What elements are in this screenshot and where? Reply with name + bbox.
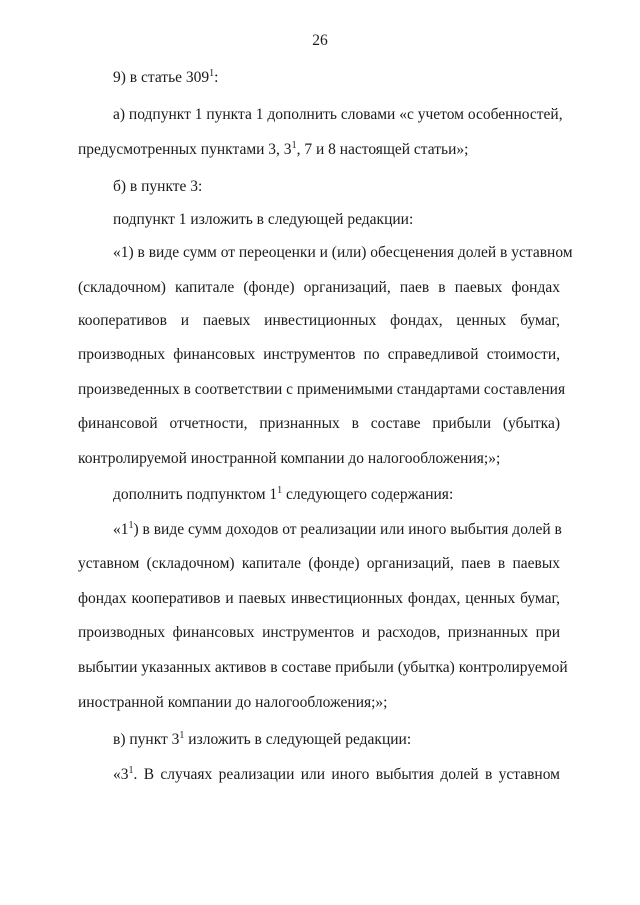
text-segment: «3: [113, 766, 129, 783]
superscript: 1: [291, 139, 297, 151]
text-segment: подпункт 1 изложить в следующей редакции:: [113, 211, 414, 228]
text-segment: (складочном) капитале (фонде) организаций, паев в паевых фондах: [78, 279, 560, 296]
text-line: [78, 278, 560, 298]
text-segment: б) в пункте 3:: [113, 178, 203, 195]
text-line: [78, 658, 568, 678]
text-segment: , 7 и 8 настоящей статьи»;: [296, 141, 469, 158]
text-line: [78, 449, 560, 469]
text-segment: «1) в виде сумм от переоценки и (или) обесценения долей в уставном: [113, 244, 573, 261]
text-segment: «1: [113, 521, 129, 538]
text-line: [113, 765, 560, 785]
text-segment: 9) в статье 309: [113, 69, 210, 86]
text-segment: ) в виде сумм доходов от реализации или иного выбытия долей в: [133, 521, 562, 538]
text-line: [113, 243, 573, 263]
text-segment: изложить в следующей редакции:: [184, 731, 412, 748]
text-segment: в) пункт 3: [113, 731, 180, 748]
text-segment: дополнить подпунктом 1: [113, 486, 278, 503]
text-segment: произведенных в соответствии с применимыми стандартами составления: [78, 381, 566, 398]
text-line: [113, 105, 563, 125]
text-segment: предусмотренных пунктами 3, 3: [78, 141, 292, 158]
page-number: 26: [312, 32, 328, 49]
text-segment: контролируемой иностранной компании до налогообложения;»;: [78, 450, 501, 467]
text-line: [113, 520, 560, 540]
text-segment: уставном (складочном) капитале (фонде) организаций, паев в паевых: [78, 555, 560, 572]
superscript: 1: [277, 484, 283, 496]
text-segment: следующего содержания:: [282, 486, 454, 503]
superscript: 1: [179, 729, 185, 741]
text-segment: финансовой отчетности, признанных в составе прибыли (убытка): [78, 415, 560, 432]
text-segment: кооперативов и паевых инвестиционных фондах, ценных бумаг,: [78, 312, 560, 329]
text-segment: фондах кооперативов и паевых инвестиционных фондах, ценных бумаг,: [78, 590, 560, 607]
text-line: [113, 730, 560, 750]
text-line: [78, 311, 560, 331]
text-line: [78, 554, 560, 574]
text-line: [113, 68, 560, 88]
text-segment: иностранной компании до налогообложения;»;: [78, 694, 388, 711]
text-segment: а) подпункт 1 пункта 1 дополнить словами «с учетом особенностей,: [113, 106, 563, 123]
text-line: [113, 210, 560, 230]
text-line: [78, 693, 560, 713]
text-segment: :: [214, 69, 219, 86]
text-line: [78, 140, 560, 160]
text-segment: . В случаях реализации или иного выбытия долей в уставном: [133, 766, 560, 783]
text-segment: производных финансовых инструментов и расходов, признанных при: [78, 624, 560, 641]
text-line: [113, 177, 560, 197]
superscript: 1: [209, 67, 215, 79]
text-line: [78, 589, 560, 609]
superscript: 1: [128, 519, 134, 531]
text-segment: производных финансовых инструментов по справедливой стоимости,: [78, 346, 560, 363]
text-line: [113, 485, 560, 505]
text-line: [78, 345, 560, 365]
text-line: [78, 380, 566, 400]
superscript: 1: [128, 764, 134, 776]
text-line: [78, 623, 560, 643]
text-line: [78, 414, 560, 434]
text-segment: выбытии указанных активов в составе прибыли (убытка) контролируемой: [78, 659, 568, 676]
